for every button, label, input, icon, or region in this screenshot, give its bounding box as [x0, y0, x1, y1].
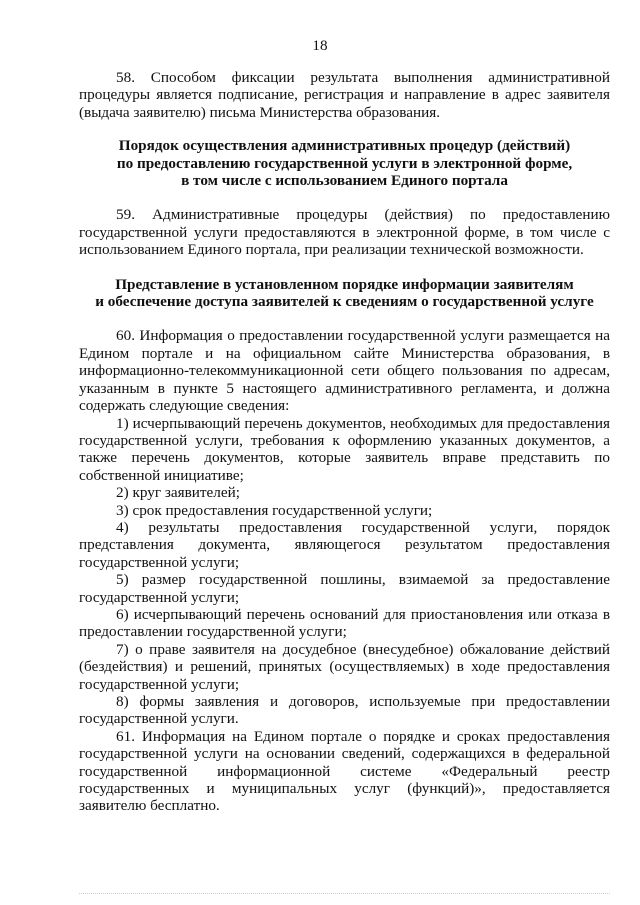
section-heading-electronic-procedures — [79, 137, 610, 189]
bottom-scan-edge — [79, 893, 610, 894]
document-body — [79, 69, 610, 815]
section-heading-information — [79, 276, 610, 311]
paragraph-61: 61. Информация на Едином портале о порядке и сроках предоставления государственной услуги на основании сведений, содержащихся в федеральной государственной информационной системе «Федеральный реестр государственных и муниципальных услуг (функций)», предоставляется заявителю бесплатно. — [79, 727, 610, 815]
list-item: 3) срок предоставления государственной услуги; — [116, 501, 433, 519]
list-item: 5) размер государственной пошлины, взимаемой за предоставление государственной услуги; — [79, 571, 610, 606]
heading-line: Порядок осуществления административных процедур (действий) — [118, 137, 571, 155]
heading-line: в том числе с использованием Единого портала — [181, 172, 508, 190]
list-item: 1) исчерпывающий перечень документов, необходимых для предоставления государственной услуги, требования к оформлению указанных документов, а также перечень документов, которые заявитель вправе представить по собственной инициативе; — [79, 414, 610, 484]
paragraph-60: 60. Информация о предоставлении государственной услуги размещается на Едином портале и на официальном сайте Министерства образования, в информационно-телекоммуникационной сети общего пользования по адресам, указанным в пункте 5 настоящего административного регламента, и должна содержать следующие сведения: — [79, 327, 610, 415]
heading-line: Представление в установленном порядке информации заявителям — [115, 275, 574, 293]
list-item: 6) исчерпывающий перечень оснований для приостановления или отказа в предоставлении государственной услуги; — [79, 605, 610, 641]
list-item: 7) о праве заявителя на досудебное (внесудебное) обжалование действий (бездействия) и решений, принятых (осуществляемых) в ходе предоставления государственной услуги; — [79, 640, 610, 693]
paragraph-59: 59. Административные процедуры (действия) по предоставлению государственной услуги предоставляются в электронной форме, в том числе с использованием Единого портала, при реализации технической возможности. — [79, 206, 610, 259]
list-item: 2) круг заявителей; — [116, 484, 240, 502]
list-item: 4) результаты предоставления государственной услуги, порядок представления документа, являющегося результатом предоставления государственной услуги; — [79, 518, 610, 571]
heading-line: и обеспечение доступа заявителей к сведениям о государственной услуге — [95, 293, 594, 311]
paragraph-58: 58. Способом фиксации результата выполнения административной процедуры является подписание, регистрация и направление в адрес заявителя (выдача заявителю) письма Министерства образования. — [79, 69, 610, 121]
page-number: 18 — [312, 37, 328, 54]
list-item: 8) формы заявления и договоров, используемые при предоставлении государственной услуги. — [79, 693, 610, 728]
heading-line: по предоставлению государственной услуги в электронной форме, — [116, 154, 573, 172]
